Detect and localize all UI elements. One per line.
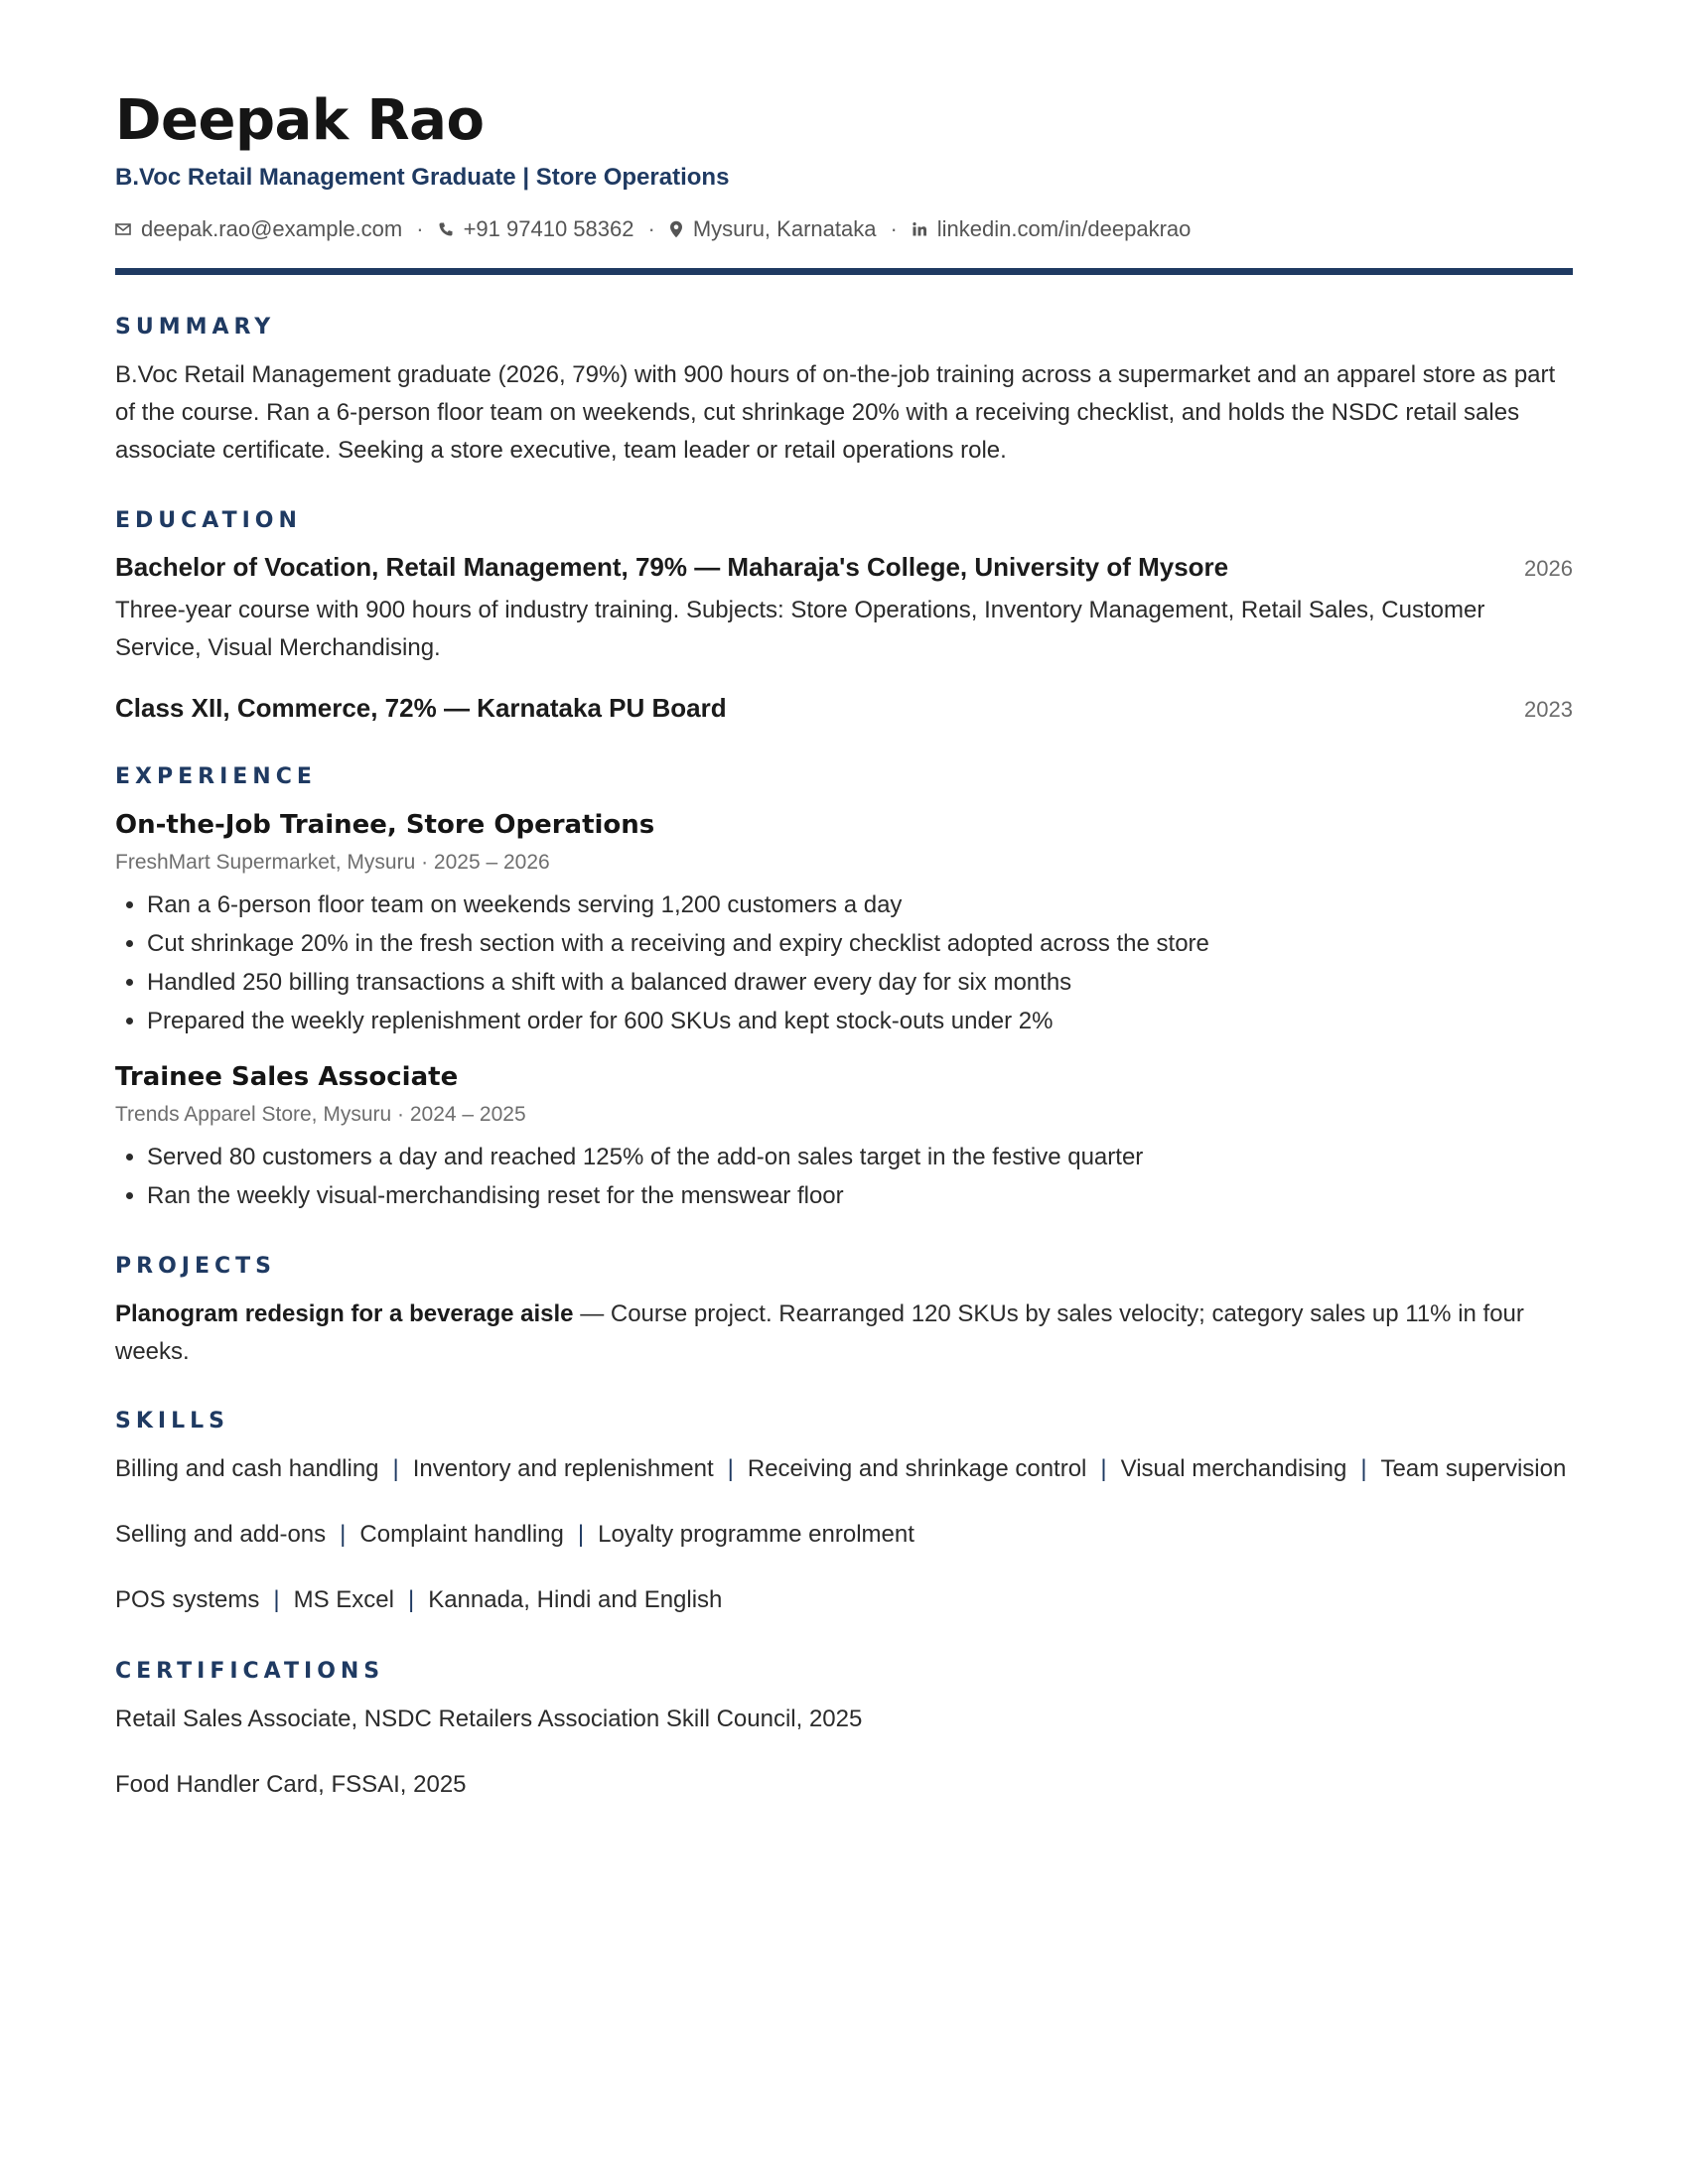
phone-text: +91 97410 58362 (463, 216, 634, 241)
skill-item: Receiving and shrinkage control (747, 1455, 1087, 1482)
skills-line (115, 1450, 1573, 1488)
education-item (115, 550, 1573, 584)
job-bullets (115, 886, 1573, 1040)
skill-separator: | (407, 1586, 415, 1613)
project-name: Planogram redesign for a beverage aisle (115, 1300, 574, 1327)
education-heading: EDUCATION (115, 508, 302, 533)
skill-separator: | (392, 1455, 399, 1482)
experience-heading: EXPERIENCE (115, 764, 317, 789)
education-title: Class XII, Commerce, 72% — Karnataka PU Board (115, 693, 727, 723)
skill-item: Complaint handling (359, 1521, 564, 1548)
bullet-item: • Served 80 customers a day and reached 125% of the add-on sales target in the festive quarter (147, 1138, 1573, 1176)
bullet-item: • Prepared the weekly replenishment order for 600 SKUs and kept stock-outs under 2% (147, 1002, 1573, 1040)
skills-line (115, 1516, 1573, 1554)
skill-item: Visual merchandising (1120, 1455, 1347, 1482)
education-title: Bachelor of Vocation, Retail Management, 79% — Maharaja's College, University of Mysore (115, 552, 1229, 582)
headline: B.Voc Retail Management Graduate | Store Operations (115, 164, 730, 191)
job-meta: Trends Apparel Store, Mysuru · 2024 – 2025 (115, 1103, 526, 1126)
job-title: On-the-Job Trainee, Store Operations (115, 810, 655, 840)
location-pin-icon (669, 220, 683, 238)
skill-separator: | (340, 1521, 347, 1548)
certifications-heading: CERTIFICATIONS (115, 1659, 385, 1684)
skill-item: Team supervision (1380, 1455, 1567, 1482)
project-item (115, 1296, 1573, 1371)
contact-separator: · (647, 216, 655, 241)
skill-item: Billing and cash handling (115, 1455, 379, 1482)
certification-item: Food Handler Card, FSSAI, 2025 (115, 1771, 467, 1798)
contact-linkedin[interactable] (912, 216, 1192, 242)
phone-icon (438, 221, 454, 237)
education-item (115, 691, 1573, 725)
contact-email[interactable] (115, 216, 402, 242)
linkedin-icon (912, 221, 927, 237)
bullet-item: • Ran a 6-person floor team on weekends serving 1,200 customers a day (147, 886, 1573, 924)
mail-icon (115, 223, 131, 235)
skill-separator: | (577, 1521, 585, 1548)
education-year: 2023 (1524, 697, 1573, 722)
linkedin-text: linkedin.com/in/deepakrao (936, 216, 1192, 241)
bullet-item: • Cut shrinkage 20% in the fresh section with a receiving and expiry checklist adopted across the store (147, 924, 1573, 963)
summary-heading: SUMMARY (115, 315, 276, 340)
contact-bar (115, 214, 1573, 244)
skill-separator: | (1100, 1455, 1107, 1482)
skill-separator: | (1360, 1455, 1367, 1482)
skill-separator: | (273, 1586, 280, 1613)
skill-item: Inventory and replenishment (412, 1455, 714, 1482)
location-text: Mysuru, Karnataka (692, 216, 877, 241)
summary-text: B.Voc Retail Management graduate (2026, 79%) with 900 hours of on-the-job training across a supermarket and an apparel store as part of the course. Ran a 6-person floor team on weekends, cut shrinkage 20% with a receiving checklist, and holds the NSDC retail sales associate certificate. Seeking a store executive, team leader or retail operations role. (115, 361, 1556, 464)
contact-location (669, 216, 877, 242)
bullet-item: • Ran the weekly visual-merchandising reset for the menswear floor (147, 1176, 1573, 1215)
header-divider (115, 268, 1573, 275)
education-detail: Three-year course with 900 hours of industry training. Subjects: Store Operations, Inventory Management, Retail Sales, Customer Service, Visual Merchandising. (115, 597, 1485, 661)
skill-item: POS systems (115, 1586, 260, 1613)
skills-heading: SKILLS (115, 1409, 229, 1433)
skill-item: Loyalty programme enrolment (598, 1521, 914, 1548)
education-year: 2026 (1524, 556, 1573, 581)
job-bullets (115, 1138, 1573, 1215)
email-text: deepak.rao@example.com (141, 216, 403, 241)
skill-item: Kannada, Hindi and English (428, 1586, 723, 1613)
skill-item: MS Excel (293, 1586, 394, 1613)
contact-separator: · (890, 216, 898, 241)
projects-heading: PROJECTS (115, 1254, 276, 1279)
skill-separator: | (727, 1455, 734, 1482)
skills-line (115, 1581, 1573, 1619)
project-description: — Course project. Rearranged 120 SKUs by sales velocity; category sales up 11% in four weeks. (115, 1300, 1524, 1365)
bullet-item: • Handled 250 billing transactions a shift with a balanced drawer every day for six months (147, 963, 1573, 1002)
contact-separator: · (416, 216, 424, 241)
job-meta: FreshMart Supermarket, Mysuru · 2025 – 2026 (115, 851, 550, 874)
job-title: Trainee Sales Associate (115, 1062, 459, 1092)
certification-item: Retail Sales Associate, NSDC Retailers Association Skill Council, 2025 (115, 1706, 863, 1732)
skill-item: Selling and add-ons (115, 1521, 327, 1548)
candidate-name: Deepak Rao (115, 88, 485, 153)
resume-page (115, 85, 1573, 1802)
contact-phone[interactable] (438, 216, 634, 242)
